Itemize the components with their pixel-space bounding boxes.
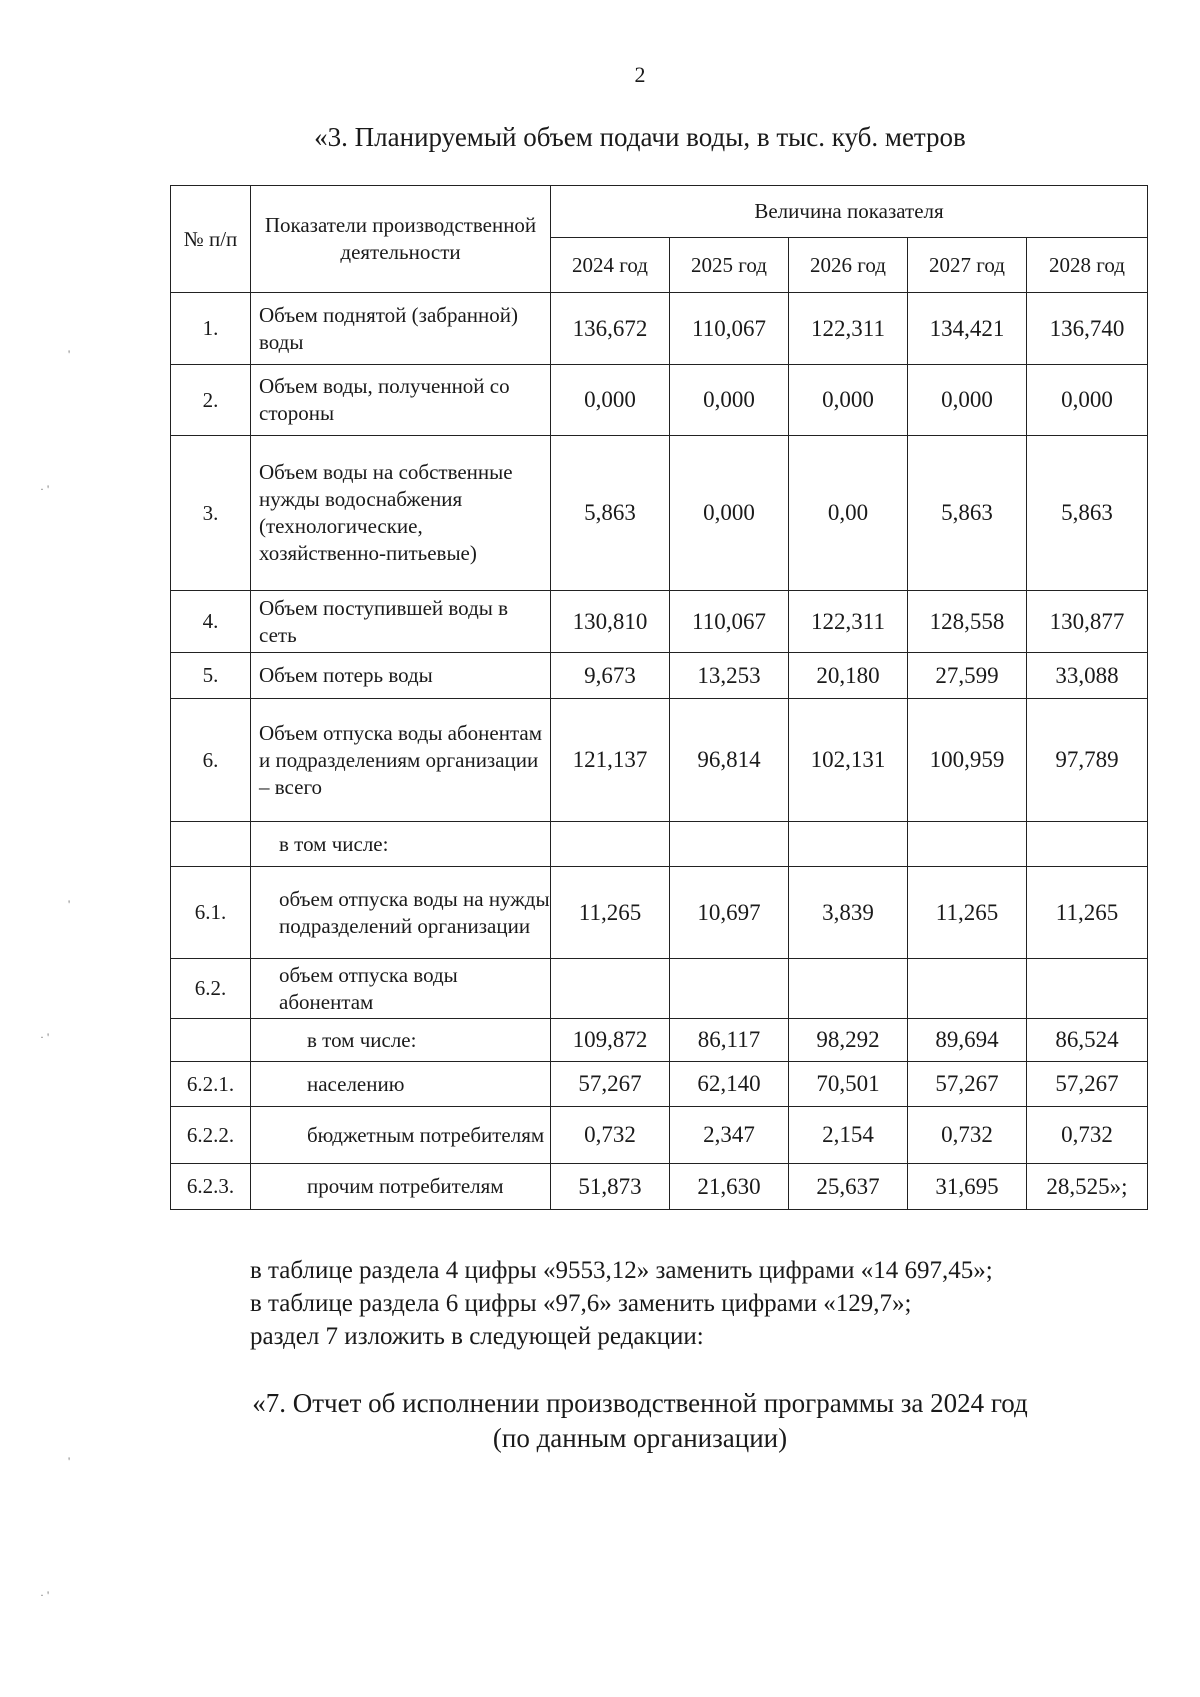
row-value-2026: 122,311 [789,591,908,653]
table-row [171,1019,1148,1062]
row-value-2027 [908,959,1027,1019]
row-number: 6.2.3. [171,1164,251,1210]
header-year: 2024 год [551,238,670,293]
table-row [171,365,1148,436]
row-value-2025: 13,253 [670,653,789,699]
table-row [171,653,1148,699]
row-value-2027: 0,732 [908,1107,1027,1164]
row-value-2024: 136,672 [551,293,670,365]
row-value-2024: 130,810 [551,591,670,653]
row-value-2025 [670,959,789,1019]
row-value-2024: 0,732 [551,1107,670,1164]
row-value-2025 [670,822,789,867]
row-indicator: Объем воды, полученной со стороны [251,365,551,436]
row-number: 6.2.2. [171,1107,251,1164]
row-value-2028: 136,740 [1027,293,1148,365]
row-value-2024: 121,137 [551,699,670,822]
table-row [171,959,1148,1019]
row-value-2027: 89,694 [908,1019,1027,1062]
row-value-2028: 28,525»; [1027,1164,1148,1210]
row-value-2026: 3,839 [789,867,908,959]
amendment-notes [250,1254,993,1353]
table-row [171,1107,1148,1164]
row-value-2025: 86,117 [670,1019,789,1062]
section-title: «3. Планируемый объем подачи воды, в тыс. куб. метров [314,122,966,152]
row-value-2025: 0,000 [670,436,789,591]
row-value-2026 [789,822,908,867]
row-value-2024: 57,267 [551,1062,670,1107]
row-number: 6.1. [171,867,251,959]
row-value-2025: 96,814 [670,699,789,822]
header-indicator: Показатели производственной деятельности [251,186,551,293]
row-value-2026: 20,180 [789,653,908,699]
row-value-2024: 0,000 [551,365,670,436]
row-value-2026: 102,131 [789,699,908,822]
row-value-2026: 122,311 [789,293,908,365]
row-value-2026: 70,501 [789,1062,908,1107]
row-value-2025: 62,140 [670,1062,789,1107]
row-number [171,1019,251,1062]
row-number: 6.2. [171,959,251,1019]
row-number: 6.2.1. [171,1062,251,1107]
row-value-2025: 110,067 [670,293,789,365]
scan-speck: ' [68,347,71,361]
amendment-line: раздел 7 изложить в следующей редакции: [250,1323,704,1350]
row-indicator: в том числе: [251,1019,551,1062]
row-number: 4. [171,591,251,653]
row-number: 2. [171,365,251,436]
row-value-2024: 109,872 [551,1019,670,1062]
row-value-2024: 5,863 [551,436,670,591]
header-num: № п/п [171,186,251,293]
page-number: 2 [634,62,646,87]
row-value-2027: 0,000 [908,365,1027,436]
row-indicator: бюджетным потребителям [251,1107,551,1164]
row-value-2028: 57,267 [1027,1062,1148,1107]
section7-title-line: (по данным организации) [492,1423,788,1453]
table-row [171,1164,1148,1210]
row-value-2025: 10,697 [670,867,789,959]
table-row [171,436,1148,591]
row-value-2026: 98,292 [789,1019,908,1062]
row-value-2028: 86,524 [1027,1019,1148,1062]
amendment-line: в таблице раздела 6 цифры «97,6» заменить цифрами «129,7»; [250,1290,912,1317]
row-value-2027: 100,959 [908,699,1027,822]
row-value-2027 [908,822,1027,867]
scan-speck: · ' [40,1030,50,1044]
row-value-2028: 0,000 [1027,365,1148,436]
row-value-2027: 134,421 [908,293,1027,365]
row-value-2027: 31,695 [908,1164,1027,1210]
row-value-2028: 11,265 [1027,867,1148,959]
table-row [171,1062,1148,1107]
row-indicator: объем отпуска воды абонентам [251,959,551,1019]
scan-speck: ' [68,897,71,911]
table-row [171,699,1148,822]
row-value-2024: 11,265 [551,867,670,959]
row-indicator: в том числе: [251,822,551,867]
row-value-2028: 0,732 [1027,1107,1148,1164]
row-value-2028: 5,863 [1027,436,1148,591]
row-value-2028: 33,088 [1027,653,1148,699]
row-value-2028 [1027,822,1148,867]
row-value-2028 [1027,959,1148,1019]
row-number: 1. [171,293,251,365]
table-row [171,591,1148,653]
row-value-2025: 0,000 [670,365,789,436]
header-year: 2025 год [670,238,789,293]
row-value-2024: 9,673 [551,653,670,699]
row-indicator: прочим потребителям [251,1164,551,1210]
amendment-line: в таблице раздела 4 цифры «9553,12» заменить цифрами «14 697,45»; [250,1257,993,1284]
row-value-2027: 128,558 [908,591,1027,653]
table-row [171,867,1148,959]
scan-speck: · ' [40,1588,50,1602]
row-value-2027: 11,265 [908,867,1027,959]
row-value-2028: 130,877 [1027,591,1148,653]
row-value-2027: 27,599 [908,653,1027,699]
row-value-2025: 21,630 [670,1164,789,1210]
row-indicator: Объем воды на собственные нужды водоснабжения (технологические, хозяйственно-питьевые) [251,436,551,591]
row-number: 6. [171,699,251,822]
row-value-2026: 2,154 [789,1107,908,1164]
row-value-2024 [551,959,670,1019]
table-row [171,293,1148,365]
row-value-2028: 97,789 [1027,699,1148,822]
row-number [171,822,251,867]
water-supply-table [170,185,1148,1210]
row-value-2026: 25,637 [789,1164,908,1210]
row-indicator: Объем потерь воды [251,653,551,699]
row-indicator: населению [251,1062,551,1107]
table-row [171,822,1148,867]
header-year: 2028 год [1027,238,1148,293]
row-value-2025: 2,347 [670,1107,789,1164]
scan-speck: ' [68,1454,71,1468]
row-indicator: Объем поступившей воды в сеть [251,591,551,653]
scan-speck: · ' [40,482,50,496]
section7-title-line: «7. Отчет об исполнении производственной программы за 2024 год [252,1388,1028,1418]
row-value-2026 [789,959,908,1019]
row-indicator: Объем отпуска воды абонентам и подразделениям организации – всего [251,699,551,822]
row-indicator: объем отпуска воды на нужды подразделений организации [251,867,551,959]
row-value-2026: 0,00 [789,436,908,591]
header-value-group: Величина показателя [551,186,1148,238]
header-year: 2026 год [789,238,908,293]
row-value-2026: 0,000 [789,365,908,436]
row-number: 5. [171,653,251,699]
header-year: 2027 год [908,238,1027,293]
row-indicator: Объем поднятой (забранной) воды [251,293,551,365]
row-number: 3. [171,436,251,591]
row-value-2027: 57,267 [908,1062,1027,1107]
section7-title [0,1386,1200,1456]
row-value-2027: 5,863 [908,436,1027,591]
row-value-2025: 110,067 [670,591,789,653]
row-value-2024 [551,822,670,867]
row-value-2024: 51,873 [551,1164,670,1210]
